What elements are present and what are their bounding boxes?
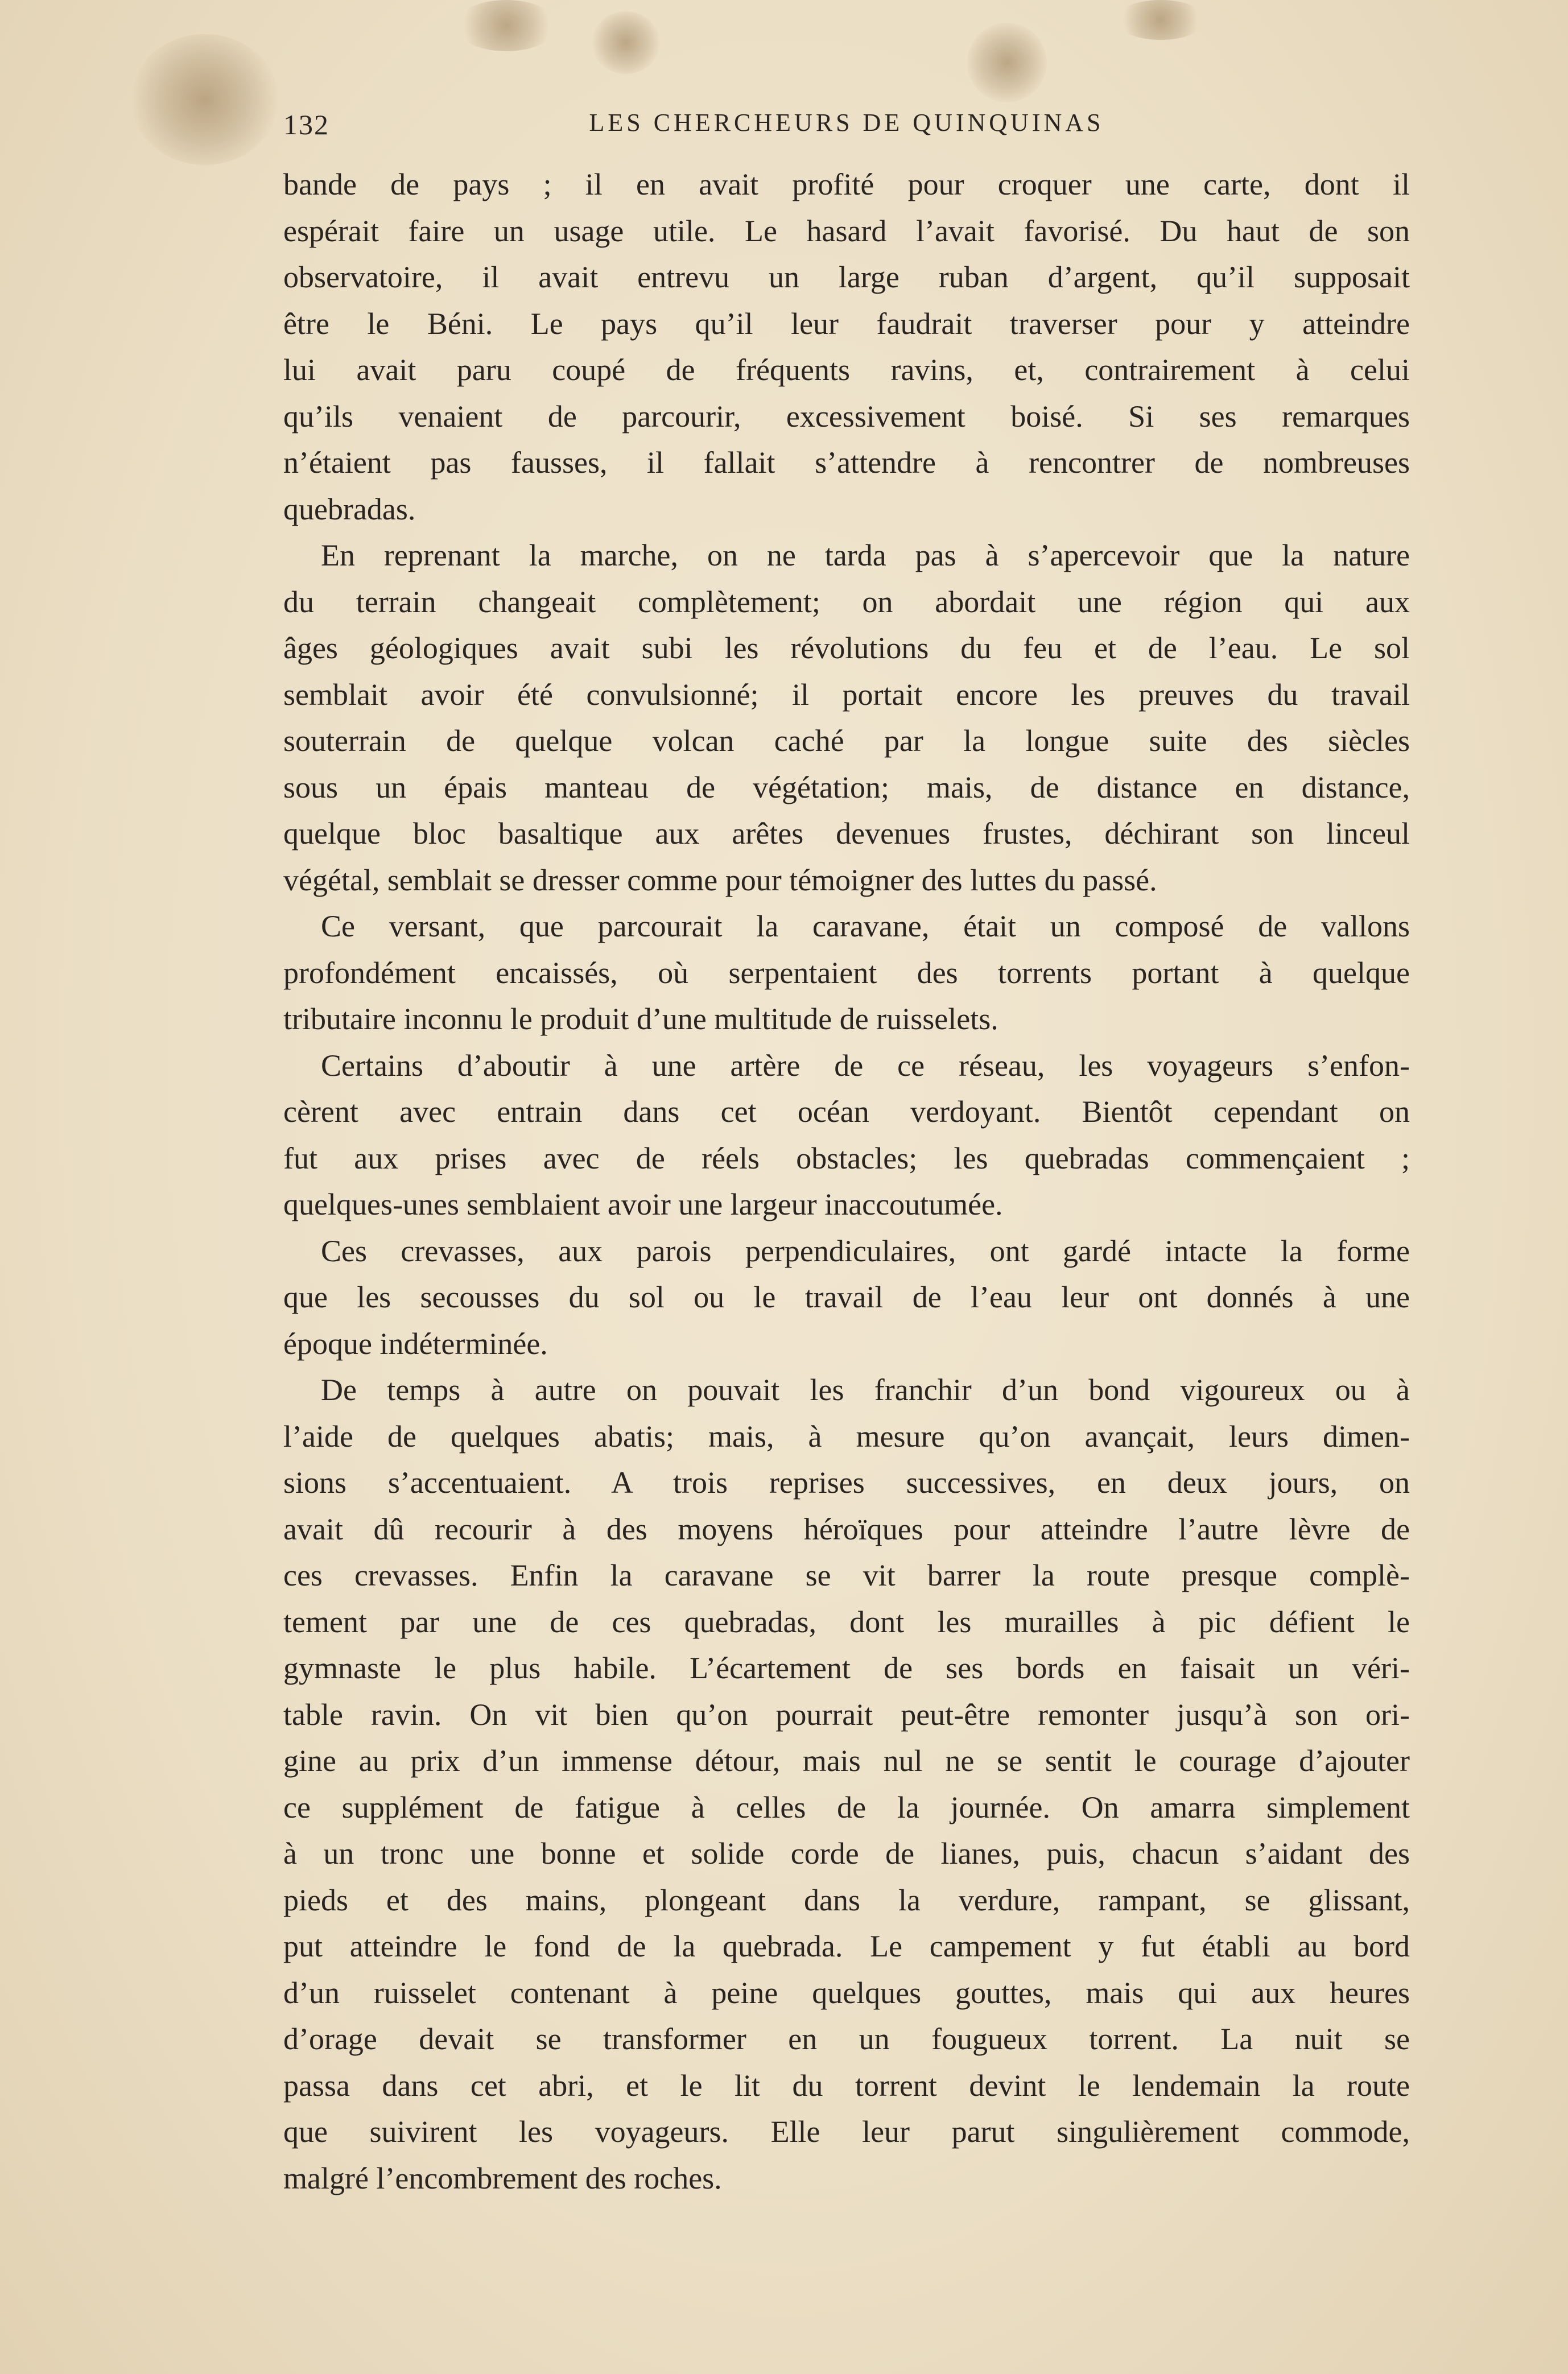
text-line: cèrent avec entrain dans cet océan verdoyant. Bientôt cependant on	[283, 1095, 1410, 1129]
text-line: avait dû recourir à des moyens héroïques pour atteindre l’autre lèvre de	[283, 1512, 1410, 1546]
text-line: fut aux prises avec de réels obstacles; les quebradas commençaient ;	[283, 1141, 1410, 1175]
paper-stain	[455, 0, 558, 51]
paper-stain	[131, 34, 279, 165]
text-line: profondément encaissés, où serpentaient des torrents portant à quelque	[283, 955, 1410, 990]
text-line: Certains d’aboutir à une artère de ce réseau, les voyageurs s’enfon-	[321, 1048, 1410, 1083]
text-line: tement par une de ces quebradas, dont les murailles à pic défient le	[283, 1604, 1410, 1639]
text-line: malgré l’encombrement des roches.	[283, 2161, 722, 2195]
text-line: pieds et des mains, plongeant dans la verdure, rampant, se glissant,	[283, 1882, 1410, 1917]
text-line: sous un épais manteau de végétation; mais, de distance en distance,	[283, 770, 1410, 804]
text-line: semblait avoir été convulsionné; il portait encore les preuves du travail	[283, 677, 1410, 712]
text-line: n’étaient pas fausses, il fallait s’attendre à rencontrer de nombreuses	[283, 445, 1410, 480]
paper-stain	[592, 11, 660, 74]
text-line: que les secousses du sol ou le travail de l’eau leur ont donnés à une	[283, 1280, 1410, 1314]
text-line: qu’ils venaient de parcourir, excessivement boisé. Si ses remarques	[283, 399, 1410, 433]
text-line: put atteindre le fond de la quebrada. Le campement y fut établi au bord	[283, 1929, 1410, 1963]
text-line: du terrain changeait complètement; on abordait une région qui aux	[283, 584, 1410, 619]
text-line: observatoire, il avait entrevu un large ruban d’argent, qu’il supposait	[283, 260, 1410, 294]
text-line: quebradas.	[283, 492, 416, 526]
text-line: bande de pays ; il en avait profité pour croquer une carte, dont il	[283, 167, 1410, 201]
text-line: passa dans cet abri, et le lit du torrent devint le lendemain la route	[283, 2068, 1410, 2103]
text-line: gymnaste le plus habile. L’écartement de ses bords en faisait un véri-	[283, 1651, 1410, 1685]
page-number: 132	[283, 109, 329, 141]
text-line: d’un ruisselet contenant à peine quelques gouttes, mais qui aux heures	[283, 1975, 1410, 2010]
text-line: que suivirent les voyageurs. Elle leur parut singulièrement commode,	[283, 2115, 1410, 2149]
text-line: sions s’accentuaient. A trois reprises successives, en deux jours, on	[283, 1465, 1410, 1500]
text-line: l’aide de quelques abatis; mais, à mesure qu’on avançait, leurs dimen-	[283, 1419, 1410, 1454]
text-line: lui avait paru coupé de fréquents ravins, et, contrairement à celui	[283, 353, 1410, 387]
text-line: tributaire inconnu le produit d’une multitude de ruisselets.	[283, 1002, 998, 1036]
page-header	[283, 108, 1410, 154]
text-line: d’orage devait se transformer en un fougueux torrent. La nuit se	[283, 2022, 1410, 2056]
running-title: LES CHERCHEURS DE QUINQUINAS	[589, 109, 1104, 137]
text-line: époque indéterminée.	[283, 1326, 548, 1361]
text-line: De temps à autre on pouvait les franchir d’un bond vigoureux ou à	[321, 1373, 1410, 1407]
text-line: table ravin. On vit bien qu’on pourrait peut-être remonter jusqu’à son ori-	[283, 1697, 1410, 1732]
text-line: ce supplément de fatigue à celles de la journée. On amarra simplement	[283, 1790, 1410, 1824]
text-line: Ces crevasses, aux parois perpendiculaires, ont gardé intacte la forme	[321, 1233, 1410, 1268]
text-line: Ce versant, que parcourait la caravane, était un composé de vallons	[321, 909, 1410, 943]
text-line: En reprenant la marche, on ne tarda pas à s’apercevoir que la nature	[321, 538, 1410, 572]
text-line: quelque bloc basaltique aux arêtes devenues frustes, déchirant son linceul	[283, 816, 1410, 850]
text-line: espérait faire un usage utile. Le hasard l’avait favorisé. Du haut de son	[283, 213, 1410, 248]
text-line: ces crevasses. Enfin la caravane se vit barrer la route presque complè-	[283, 1558, 1410, 1592]
text-line: à un tronc une bonne et solide corde de lianes, puis, chacun s’aidant des	[283, 1836, 1410, 1871]
text-line: souterrain de quelque volcan caché par la longue suite des siècles	[283, 724, 1410, 758]
text-line: végétal, semblait se dresser comme pour témoigner des luttes du passé.	[283, 862, 1157, 897]
text-line: être le Béni. Le pays qu’il leur faudrait traverser pour y atteindre	[283, 306, 1410, 341]
paper-stain	[967, 23, 1047, 102]
paper-stain	[1115, 0, 1206, 40]
text-line: quelques-unes semblaient avoir une largeur inaccoutumée.	[283, 1187, 1003, 1221]
body-text	[283, 162, 1410, 2202]
text-line: âges géologiques avait subi les révolutions du feu et de l’eau. Le sol	[283, 631, 1410, 665]
text-line: gine au prix d’un immense détour, mais nul ne se sentit le courage d’ajouter	[283, 1744, 1410, 1778]
